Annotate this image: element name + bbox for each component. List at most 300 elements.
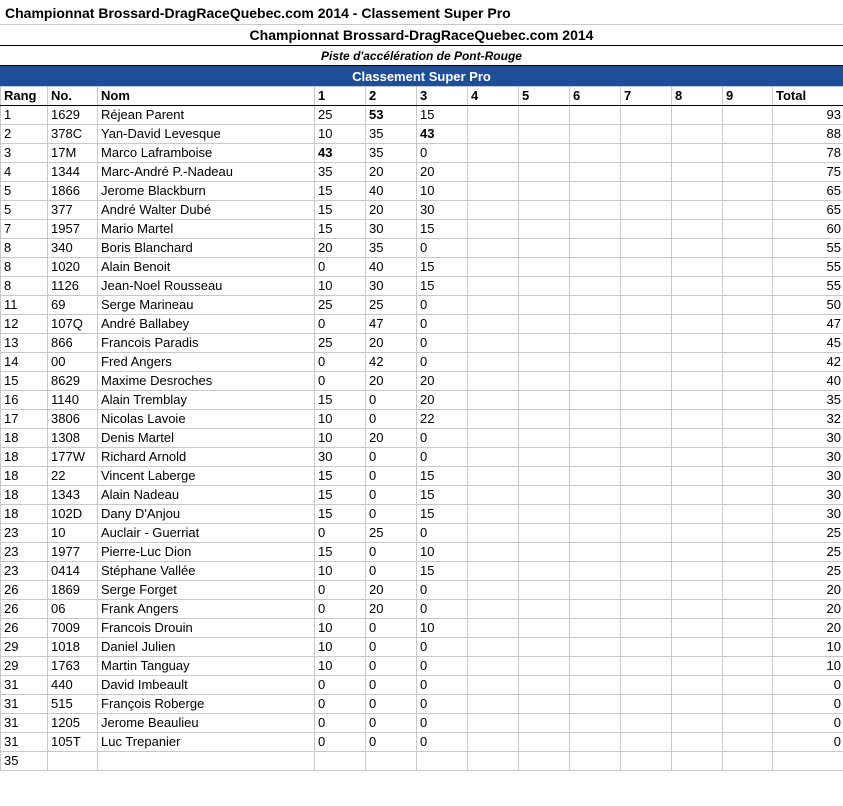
rank-cell: 17	[1, 410, 48, 429]
rank-cell: 35	[1, 752, 48, 771]
round-3-cell: 15	[417, 505, 468, 524]
round-4-cell	[468, 467, 519, 486]
car-number-cell: 515	[48, 695, 98, 714]
round-6-cell	[570, 296, 621, 315]
total-cell: 25	[773, 543, 843, 562]
car-number-cell: 440	[48, 676, 98, 695]
round-5-cell	[519, 581, 570, 600]
total-cell: 93	[773, 106, 843, 125]
car-number-cell: 377	[48, 201, 98, 220]
round-2-cell: 0	[366, 410, 417, 429]
round-1-cell: 35	[315, 163, 366, 182]
col-header-round-9: 9	[723, 87, 773, 106]
round-8-cell	[672, 258, 723, 277]
round-8-cell	[672, 619, 723, 638]
round-5-cell	[519, 163, 570, 182]
round-1-cell: 30	[315, 448, 366, 467]
round-5-cell	[519, 182, 570, 201]
round-5-cell	[519, 562, 570, 581]
round-3-cell: 0	[417, 657, 468, 676]
rank-cell: 31	[1, 695, 48, 714]
driver-name-cell: Auclair - Guerriat	[98, 524, 315, 543]
round-5-cell	[519, 334, 570, 353]
round-4-cell	[468, 410, 519, 429]
round-7-cell	[621, 524, 672, 543]
driver-name-cell: Martin Tanguay	[98, 657, 315, 676]
round-8-cell	[672, 752, 723, 771]
driver-name-cell: Jerome Beaulieu	[98, 714, 315, 733]
round-6-cell	[570, 182, 621, 201]
round-8-cell	[672, 562, 723, 581]
col-header-round-5: 5	[519, 87, 570, 106]
round-9-cell	[723, 277, 773, 296]
round-9-cell	[723, 467, 773, 486]
round-2-cell: 20	[366, 600, 417, 619]
round-9-cell	[723, 486, 773, 505]
round-7-cell	[621, 619, 672, 638]
table-row	[1, 448, 843, 467]
round-3-cell: 0	[417, 714, 468, 733]
table-row	[1, 695, 843, 714]
car-number-cell: 107Q	[48, 315, 98, 334]
round-4-cell	[468, 296, 519, 315]
car-number-cell: 1140	[48, 391, 98, 410]
rank-cell: 11	[1, 296, 48, 315]
car-number-cell: 1205	[48, 714, 98, 733]
round-3-cell: 20	[417, 163, 468, 182]
round-1-cell: 25	[315, 334, 366, 353]
round-8-cell	[672, 505, 723, 524]
driver-name-cell: Dany D'Anjou	[98, 505, 315, 524]
round-1-cell: 15	[315, 505, 366, 524]
round-6-cell	[570, 600, 621, 619]
track-subtitle: Piste d'accélération de Pont-Rouge	[0, 46, 843, 66]
round-6-cell	[570, 695, 621, 714]
round-7-cell	[621, 410, 672, 429]
driver-name-cell: Alain Nadeau	[98, 486, 315, 505]
round-3-cell: 0	[417, 353, 468, 372]
driver-name-cell: Réjean Parent	[98, 106, 315, 125]
round-4-cell	[468, 695, 519, 714]
rank-cell: 18	[1, 448, 48, 467]
rank-cell: 23	[1, 543, 48, 562]
round-9-cell	[723, 505, 773, 524]
round-9-cell	[723, 524, 773, 543]
round-3-cell: 15	[417, 467, 468, 486]
driver-name-cell: Stéphane Vallée	[98, 562, 315, 581]
table-row	[1, 315, 843, 334]
round-5-cell	[519, 201, 570, 220]
round-1-cell: 0	[315, 714, 366, 733]
round-1-cell: 0	[315, 695, 366, 714]
table-row	[1, 353, 843, 372]
round-1-cell: 10	[315, 562, 366, 581]
round-4-cell	[468, 106, 519, 125]
round-1-cell: 10	[315, 410, 366, 429]
car-number-cell: 1344	[48, 163, 98, 182]
round-2-cell: 0	[366, 619, 417, 638]
round-4-cell	[468, 581, 519, 600]
driver-name-cell: Alain Benoit	[98, 258, 315, 277]
round-4-cell	[468, 353, 519, 372]
total-cell: 47	[773, 315, 843, 334]
round-8-cell	[672, 657, 723, 676]
round-2-cell: 20	[366, 372, 417, 391]
driver-name-cell: Francois Paradis	[98, 334, 315, 353]
total-cell: 25	[773, 524, 843, 543]
round-8-cell	[672, 391, 723, 410]
round-7-cell	[621, 695, 672, 714]
driver-name-cell: Nicolas Lavoie	[98, 410, 315, 429]
round-7-cell	[621, 239, 672, 258]
round-4-cell	[468, 334, 519, 353]
rank-cell: 23	[1, 524, 48, 543]
round-6-cell	[570, 733, 621, 752]
table-row	[1, 429, 843, 448]
round-9-cell	[723, 714, 773, 733]
round-6-cell	[570, 676, 621, 695]
round-7-cell	[621, 163, 672, 182]
round-3-cell: 10	[417, 543, 468, 562]
round-6-cell	[570, 239, 621, 258]
round-6-cell	[570, 258, 621, 277]
round-4-cell	[468, 714, 519, 733]
table-row	[1, 220, 843, 239]
table-row	[1, 733, 843, 752]
total-cell: 20	[773, 600, 843, 619]
round-2-cell: 0	[366, 486, 417, 505]
total-cell: 75	[773, 163, 843, 182]
driver-name-cell: Jean-Noel Rousseau	[98, 277, 315, 296]
rank-cell: 16	[1, 391, 48, 410]
round-4-cell	[468, 220, 519, 239]
driver-name-cell: Serge Forget	[98, 581, 315, 600]
total-cell: 42	[773, 353, 843, 372]
round-7-cell	[621, 334, 672, 353]
round-4-cell	[468, 562, 519, 581]
round-4-cell	[468, 619, 519, 638]
round-9-cell	[723, 334, 773, 353]
standings-table	[0, 86, 843, 771]
car-number-cell: 1977	[48, 543, 98, 562]
rank-cell: 26	[1, 600, 48, 619]
table-row	[1, 182, 843, 201]
round-5-cell	[519, 733, 570, 752]
rank-cell: 29	[1, 657, 48, 676]
table-row	[1, 296, 843, 315]
round-5-cell	[519, 543, 570, 562]
round-6-cell	[570, 106, 621, 125]
driver-name-cell: Serge Marineau	[98, 296, 315, 315]
round-7-cell	[621, 144, 672, 163]
round-3-cell: 0	[417, 334, 468, 353]
rank-cell: 1	[1, 106, 48, 125]
round-5-cell	[519, 638, 570, 657]
round-1-cell: 15	[315, 391, 366, 410]
round-8-cell	[672, 372, 723, 391]
round-5-cell	[519, 277, 570, 296]
round-4-cell	[468, 600, 519, 619]
rank-cell: 8	[1, 277, 48, 296]
round-4-cell	[468, 239, 519, 258]
total-cell: 65	[773, 182, 843, 201]
round-5-cell	[519, 600, 570, 619]
total-cell: 65	[773, 201, 843, 220]
round-5-cell	[519, 448, 570, 467]
col-header-round-1: 1	[315, 87, 366, 106]
round-7-cell	[621, 429, 672, 448]
col-header-round-2: 2	[366, 87, 417, 106]
round-2-cell: 0	[366, 733, 417, 752]
table-row	[1, 467, 843, 486]
round-7-cell	[621, 182, 672, 201]
round-6-cell	[570, 372, 621, 391]
driver-name-cell: Richard Arnold	[98, 448, 315, 467]
round-7-cell	[621, 125, 672, 144]
rank-cell: 5	[1, 182, 48, 201]
round-3-cell: 20	[417, 391, 468, 410]
car-number-cell: 0414	[48, 562, 98, 581]
round-2-cell: 40	[366, 182, 417, 201]
round-9-cell	[723, 429, 773, 448]
rank-cell: 12	[1, 315, 48, 334]
round-1-cell: 0	[315, 581, 366, 600]
total-cell: 30	[773, 486, 843, 505]
driver-name-cell: André Walter Dubé	[98, 201, 315, 220]
round-5-cell	[519, 372, 570, 391]
round-3-cell: 15	[417, 220, 468, 239]
round-5-cell	[519, 125, 570, 144]
car-number-cell: 8629	[48, 372, 98, 391]
round-4-cell	[468, 182, 519, 201]
driver-name-cell: Pierre-Luc Dion	[98, 543, 315, 562]
round-8-cell	[672, 714, 723, 733]
round-8-cell	[672, 163, 723, 182]
rank-cell: 3	[1, 144, 48, 163]
round-7-cell	[621, 638, 672, 657]
round-5-cell	[519, 619, 570, 638]
round-5-cell	[519, 144, 570, 163]
page-heading: Championnat Brossard-DragRaceQuebec.com 2014 - Classement Super Pro	[0, 0, 843, 25]
round-9-cell	[723, 733, 773, 752]
round-7-cell	[621, 448, 672, 467]
driver-name-cell: Francois Drouin	[98, 619, 315, 638]
round-7-cell	[621, 201, 672, 220]
round-1-cell: 10	[315, 125, 366, 144]
round-3-cell	[417, 752, 468, 771]
round-2-cell: 0	[366, 714, 417, 733]
round-3-cell: 0	[417, 695, 468, 714]
round-1-cell: 0	[315, 315, 366, 334]
round-6-cell	[570, 524, 621, 543]
round-9-cell	[723, 125, 773, 144]
col-header-round-7: 7	[621, 87, 672, 106]
round-2-cell: 0	[366, 448, 417, 467]
col-header-round-6: 6	[570, 87, 621, 106]
total-cell: 88	[773, 125, 843, 144]
round-5-cell	[519, 106, 570, 125]
total-cell: 40	[773, 372, 843, 391]
round-3-cell: 0	[417, 448, 468, 467]
table-row	[1, 201, 843, 220]
round-5-cell	[519, 486, 570, 505]
round-1-cell: 10	[315, 277, 366, 296]
table-row	[1, 638, 843, 657]
table-row	[1, 334, 843, 353]
round-1-cell: 10	[315, 429, 366, 448]
driver-name-cell	[98, 752, 315, 771]
round-6-cell	[570, 562, 621, 581]
round-2-cell: 35	[366, 125, 417, 144]
col-header-round-3: 3	[417, 87, 468, 106]
driver-name-cell: Jerome Blackburn	[98, 182, 315, 201]
col-header-total: Total	[773, 87, 843, 106]
car-number-cell: 177W	[48, 448, 98, 467]
round-1-cell: 0	[315, 600, 366, 619]
round-5-cell	[519, 505, 570, 524]
round-8-cell	[672, 277, 723, 296]
round-4-cell	[468, 258, 519, 277]
round-2-cell: 20	[366, 429, 417, 448]
round-8-cell	[672, 676, 723, 695]
driver-name-cell: Mario Martel	[98, 220, 315, 239]
round-6-cell	[570, 657, 621, 676]
round-6-cell	[570, 486, 621, 505]
round-5-cell	[519, 391, 570, 410]
round-8-cell	[672, 144, 723, 163]
round-3-cell: 0	[417, 676, 468, 695]
round-7-cell	[621, 657, 672, 676]
total-cell: 60	[773, 220, 843, 239]
round-3-cell: 15	[417, 258, 468, 277]
round-1-cell: 25	[315, 296, 366, 315]
table-row	[1, 372, 843, 391]
round-4-cell	[468, 524, 519, 543]
championship-title: Championnat Brossard-DragRaceQuebec.com 2014	[0, 25, 843, 46]
car-number-cell: 69	[48, 296, 98, 315]
table-row	[1, 543, 843, 562]
round-4-cell	[468, 277, 519, 296]
round-9-cell	[723, 562, 773, 581]
round-1-cell: 15	[315, 486, 366, 505]
round-5-cell	[519, 239, 570, 258]
rank-cell: 26	[1, 619, 48, 638]
round-2-cell: 25	[366, 524, 417, 543]
round-3-cell: 20	[417, 372, 468, 391]
round-2-cell: 0	[366, 695, 417, 714]
round-4-cell	[468, 638, 519, 657]
round-7-cell	[621, 505, 672, 524]
round-4-cell	[468, 486, 519, 505]
table-row	[1, 619, 843, 638]
round-6-cell	[570, 714, 621, 733]
total-cell: 78	[773, 144, 843, 163]
round-3-cell: 0	[417, 600, 468, 619]
total-cell: 30	[773, 429, 843, 448]
round-5-cell	[519, 714, 570, 733]
total-cell: 30	[773, 467, 843, 486]
table-row	[1, 144, 843, 163]
round-7-cell	[621, 258, 672, 277]
round-6-cell	[570, 505, 621, 524]
driver-name-cell: David Imbeault	[98, 676, 315, 695]
round-4-cell	[468, 676, 519, 695]
round-6-cell	[570, 581, 621, 600]
round-5-cell	[519, 695, 570, 714]
round-8-cell	[672, 524, 723, 543]
total-cell: 30	[773, 448, 843, 467]
round-2-cell: 0	[366, 657, 417, 676]
rank-cell: 23	[1, 562, 48, 581]
round-6-cell	[570, 163, 621, 182]
table-row	[1, 410, 843, 429]
rank-cell: 14	[1, 353, 48, 372]
driver-name-cell: Marco Laframboise	[98, 144, 315, 163]
round-3-cell: 10	[417, 182, 468, 201]
rank-cell: 8	[1, 239, 48, 258]
round-5-cell	[519, 467, 570, 486]
car-number-cell: 1018	[48, 638, 98, 657]
round-2-cell	[366, 752, 417, 771]
round-1-cell: 10	[315, 638, 366, 657]
car-number-cell: 7009	[48, 619, 98, 638]
round-3-cell: 10	[417, 619, 468, 638]
car-number-cell: 105T	[48, 733, 98, 752]
round-9-cell	[723, 372, 773, 391]
car-number-cell: 1957	[48, 220, 98, 239]
total-cell: 20	[773, 619, 843, 638]
round-7-cell	[621, 581, 672, 600]
car-number-cell: 1866	[48, 182, 98, 201]
driver-name-cell: François Roberge	[98, 695, 315, 714]
table-row	[1, 676, 843, 695]
car-number-cell: 866	[48, 334, 98, 353]
round-7-cell	[621, 486, 672, 505]
round-9-cell	[723, 201, 773, 220]
round-1-cell: 0	[315, 372, 366, 391]
standings-body	[1, 106, 843, 771]
driver-name-cell: Marc-André P.-Nadeau	[98, 163, 315, 182]
round-9-cell	[723, 752, 773, 771]
round-8-cell	[672, 429, 723, 448]
round-6-cell	[570, 201, 621, 220]
round-9-cell	[723, 695, 773, 714]
rank-cell: 31	[1, 714, 48, 733]
total-cell: 50	[773, 296, 843, 315]
table-row	[1, 486, 843, 505]
car-number-cell: 00	[48, 353, 98, 372]
round-8-cell	[672, 638, 723, 657]
car-number-cell: 1020	[48, 258, 98, 277]
round-2-cell: 0	[366, 638, 417, 657]
round-3-cell: 0	[417, 524, 468, 543]
table-row	[1, 752, 843, 771]
car-number-cell: 10	[48, 524, 98, 543]
total-cell: 55	[773, 239, 843, 258]
round-2-cell: 20	[366, 334, 417, 353]
rank-cell: 18	[1, 429, 48, 448]
driver-name-cell: Vincent Laberge	[98, 467, 315, 486]
round-6-cell	[570, 752, 621, 771]
round-7-cell	[621, 391, 672, 410]
round-1-cell: 20	[315, 239, 366, 258]
round-8-cell	[672, 315, 723, 334]
driver-name-cell: Yan-David Levesque	[98, 125, 315, 144]
car-number-cell: 1343	[48, 486, 98, 505]
round-6-cell	[570, 448, 621, 467]
round-8-cell	[672, 543, 723, 562]
round-2-cell: 42	[366, 353, 417, 372]
